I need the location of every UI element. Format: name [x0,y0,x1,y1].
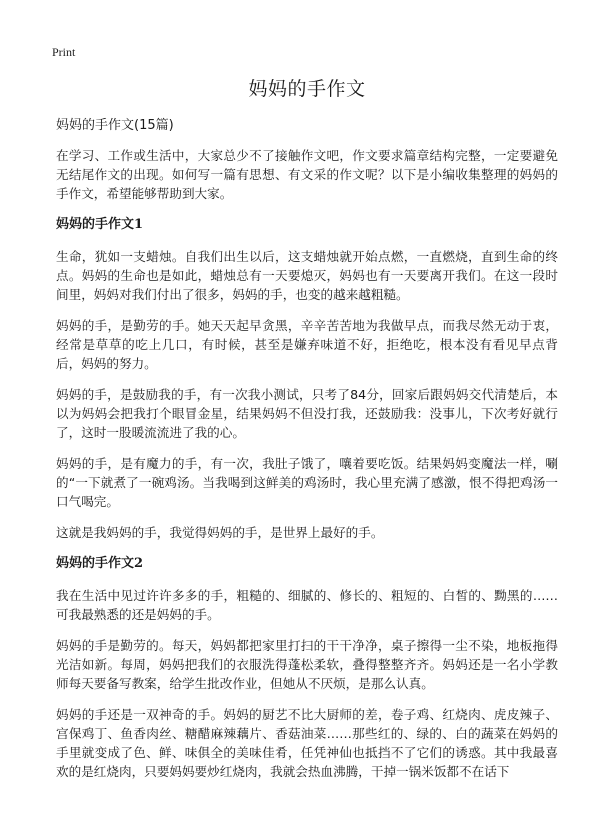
section-1-paragraph-5: 这就是我妈妈的手，我觉得妈妈的手，是世界上最好的手。 [56,525,384,540]
intro-paragraph: 在学习、工作或生活中，大家总少不了接触作文吧，作文要求篇章结构完整，一定要避免无结尾作文的出现。如何写一篇有思想、有文采的作文呢？以下是小编收集整理的妈妈的手作文，希望能够帮助到大家。 [56,148,558,201]
section-heading-2: 妈妈的手作文2 [56,556,144,571]
section-2-paragraph-1: 我在生活中见过许许多多的手，粗糙的、细腻的、修长的、粗短的、白皙的、黝黑的……可我最熟悉的还是妈妈的手。 [56,588,558,622]
document-title: 妈妈的手作文 [248,78,366,100]
document-subtitle: 妈妈的手作文(15篇) [56,118,174,133]
section-1-paragraph-3: 妈妈的手，是鼓励我的手，有一次我小测试，只考了84分，回家后跟妈妈交代清楚后，本以为妈妈会把我打个眼冒金星，结果妈妈不但没打我，还鼓励我：没事儿，下次考好就行了，这时一股暖流流进了我的心。 [56,387,558,440]
section-heading-1: 妈妈的手作文1 [56,217,144,232]
section-1-paragraph-1: 生命，犹如一支蜡烛。自我们出生以后，这支蜡烛就开始点燃，一直燃烧，直到生命的终点。妈妈的生命也是如此，蜡烛总有一天要熄灭，妈妈也有一天要离开我们。在这一段时间里，妈妈对我们付出了很多，妈妈的手，也变的越来越粗糙。 [56,249,558,302]
print-link[interactable]: Print [52,45,76,59]
section-1-paragraph-2: 妈妈的手，是勤劳的手。她天天起早贪黑，辛辛苦苦地为我做早点，而我尽然无动于衷，经常是草草的吃上几口，有时候，甚至是嫌弃味道不好，拒绝吃，根本没有看见早点背后，妈妈的努力。 [56,318,558,371]
section-2-paragraph-2: 妈妈的手是勤劳的。每天，妈妈都把家里打扫的干干净净，桌子擦得一尘不染，地板拖得光洁如新。每周，妈妈把我们的衣服洗得蓬松柔软，叠得整整齐齐。妈妈还是一名小学教师每天要备写教案，给学生批改作业，但她从不厌烦，是那么认真。 [56,638,558,691]
section-2-paragraph-3: 妈妈的手还是一双神奇的手。妈妈的厨艺不比大厨师的差，卷子鸡、红烧肉、虎皮辣子、宫保鸡丁、鱼香肉丝、糖醋麻辣藕片、香菇油菜……那些红的、绿的、白的蔬菜在妈妈的手里就变成了色、鲜、味俱全的美味佳肴，任凭神仙也抵挡不了它们的诱惑。其中我最喜欢的是红烧肉，只要妈妈要炒红烧肉，我就会热血沸腾，干掉一锅米饭都不在话下 [56,707,558,779]
section-1-paragraph-4: 妈妈的手，是有魔力的手，有一次，我肚子饿了，嚷着要吃饭。结果妈妈变魔法一样，唰的“一下就煮了一碗鸡汤。当我喝到这鲜美的鸡汤时，我心里充满了感激，恨不得把鸡汤一口气喝完。 [56,456,558,509]
